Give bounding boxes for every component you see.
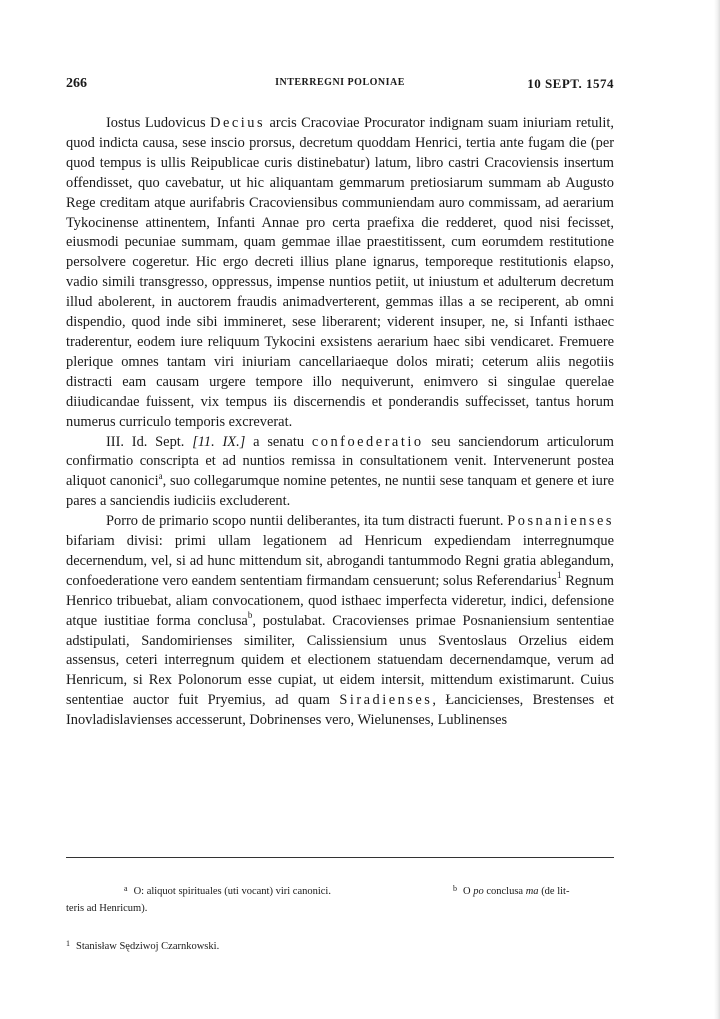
footnote-a: $^a$ O: aliquot spirituales (uti vocant) viri canonici. teris ad Henricum). [106,880,421,917]
footnote-b-continuation: teris ad Henricum). [66,903,148,914]
page-header [66,76,614,96]
paragraph-2: III. Id. Sept. [11. IX.] a senatu confoederatio seu sanciendorum articulorum confirmatio conscripta et ad nuntios remissa in consultationem venit. Intervenerunt postea aliquot canonici$^a$, suo collegarumque nomine petentes, ne nuntii sese tanquam et genere et iure pares a sanciendis iudiciis excluderent. [66,433,615,510]
spaced-term: Siradienses [339,692,433,709]
header-date: 10 SEPT. 1574 [527,76,614,91]
footnote-divider [66,857,614,858]
footnote-ref-a: a [158,470,163,481]
footnote-1: $^1$ Stanisław Sędziwoj Czarnkowski. [66,939,220,952]
main-text [66,114,614,731]
footnote-ref-b: b [247,609,253,620]
spaced-term: Posnanienses [507,513,614,530]
paragraph-3: Porro de primario scopo nuntii deliberantes, ita tum distracti fuerunt. Posnanienses bifariam divisi: primi ullam legationem ad Henricum expediendam interregnumque decernendum, vel, si ad hunc mittendum sit, abrogandi tantummodo Regni gratia ablegandum, confoederatione vero eandem sententiam firmandam censuerunt; solus Referendarius$^1$ Regnum Henrico tribuebat, aliam convocationem, quod isthaec imperfecta videretur, indici, defensione atque iustitiae forma conclusa$^b$, postulabat. Cracovienses primae Posnaniensium sententiae adstipulati, Sandomirienses similiter, Calissiensium unus Sventoslaus Orzelius eidem assensus, ceteri interregnum quidem et electionem statuendam decernendamque, verum ad Henricum, si Rex Polonorum esse cupiat, ut eidem intersit, mittendum existimarunt. Cuius sententiae auctor fuit Pryemius, ad quam Siradienses, Łancicienses, Brestenses et Inovladislavienses accesserunt, Dobrinenses vero, Wielunenses, Lublinenses [66,513,614,729]
paragraph-1: Iostus Ludovicus Decius arcis Cracoviae Procurator indignam suam iniuriam retulit, quod indicta causa, sese inscio prorsus, decretum quoddam Henrici, tertia ante fugam die (per quod tempus is ullis Reipublicae curis distinebatur) latum, libro castri Cracoviensis insertum offendisset, quo cavebatur, ut hic aliquantam gemmarum pretiosiarum summam ab Augusto Rege creditam atque aurifabris Cracoviensibus communiendam auro commissam, ad aerarium Tykocinense attinentem, Infanti Annae pro certa praefixa die redderet, quod nisi fecisset, eiusmodi pecuniae summam, quam gemmae illae praestitissent, cum eorumdem restitutione persolvere cogeretur. Hic ergo decreti illius plane ignarus, temporeque restitutionis elapso, vadio simili transgresso, oppressus, impense nuntios petiit, ut iniustum et adulterum decretum illud abolerent, in auctorem fraudis animadverterent, gemmas illas a se reciperent, ab omni dispendio, quod inde sibi immineret, sese liberarent; viderent insuper, ne, si Infanti isthaec traderentur, eodem iure reliquum Tykocini exsistens aerarium haec sibi vendicaret. Fremuere plerique omnes tantam viri iniuriam cancellariaeque dolos mirati; ceterum aliis negotiis distracti eam causam urgere tempore illo nequiverunt, enimvero si singulae querelae diiudicandae fuissent, vix tempus iis discernendis et ponderandis suffecisset, tantus horum numerus curriculo temporis excreverat. [66,115,614,430]
date-gloss: [11. IX.] [192,433,246,450]
spaced-term: confoederatio [311,433,424,450]
spaced-name: Decius [210,115,266,131]
scan-edge-shadow [714,0,720,1019]
page-number: 266 [66,76,87,91]
running-title: INTERREGNI POLONIAE [275,77,405,88]
footnote-ref-1: 1 [557,570,562,581]
footnote-b: $^b$ O po conclusa ma (de lit- [453,884,570,897]
